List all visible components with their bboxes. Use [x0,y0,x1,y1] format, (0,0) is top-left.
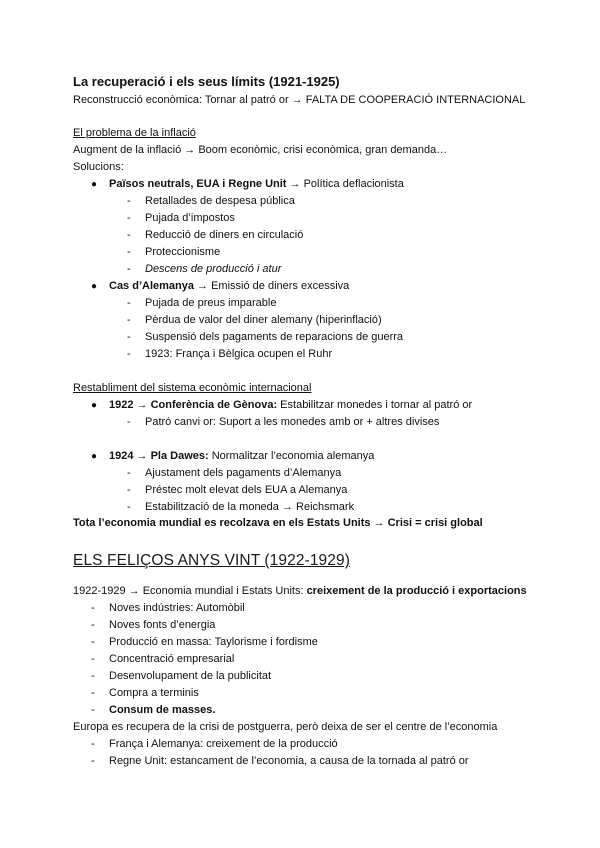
list-item: Compra a terminis [109,687,199,699]
list-item-italic: Descens de producció i atur [145,263,282,275]
germany-rest: → Emissió de diners excessiva [193,280,350,292]
dash-icon: - [127,195,131,207]
genoa-bold: 1922 → Conferència de Gènova: [109,399,278,411]
intro-plain: 1922-1929 → Economia mundial i Estats Units: [73,585,307,597]
list-item: Proteccionisme [145,246,221,258]
section-title: La recuperació i els seus límits (1921-1925) [73,74,340,89]
dash-icon: - [91,670,95,682]
list-item: Patró canvi or: Suport a les monedes amb or + altres divises [145,416,440,428]
solutions-label: Solucions: [73,161,124,173]
neutral-bold: Països neutrals, EUA i Regne Unit [109,178,287,190]
list-item-neutral [109,177,404,192]
dash-icon: - [127,467,131,479]
neutral-rest: → Política deflacionista [286,178,404,190]
list-item-germany [109,279,349,294]
list-item-dawes [109,449,374,464]
dash-icon: - [91,602,95,614]
list-item: Regne Unit: estancament de l’economia, a causa de la tornada al patró or [109,755,469,767]
bullet-icon: ● [91,400,98,411]
list-item-bold: Consum de masses. [109,704,216,716]
dash-icon: - [127,297,131,309]
inflation-heading: El problema de la inflació [73,127,196,139]
list-item: Pujada de preus imparable [145,297,277,309]
list-item: França i Alemanya: creixement de la producció [109,738,338,750]
bullet-icon: ● [91,281,98,292]
section-subtitle: Reconstrucció econòmica: Tornar al patró or → FALTA DE COOPERACIÓ INTERNACIONAL [73,94,526,106]
list-item: Estabilització de la moneda → Reichsmark [145,501,355,513]
list-item: Retallades de despesa pública [145,195,295,207]
dash-icon: - [127,229,131,241]
list-item: Pèrdua de valor del diner alemany (hiperinflació) [145,314,382,326]
europe-text: Europa es recupera de la crisi de postguerra, però deixa de ser el centre de l’economia [73,721,498,733]
list-item: Reducció de diners en circulació [145,229,304,241]
dash-icon: - [91,738,95,750]
list-item-genoa [109,398,472,413]
list-item: Ajustament dels pagaments d’Alemanya [145,467,342,479]
inflation-intro: Augment de la inflació → Boom econòmic, crisi econòmica, gran demanda… [73,144,448,156]
list-item: Noves fonts d’energia [109,619,216,631]
dash-icon: - [127,263,131,275]
list-item: 1923: França i Bèlgica ocupen el Ruhr [145,348,333,360]
dash-icon: - [127,212,131,224]
dash-icon: - [91,704,95,716]
list-item: Préstec molt elevat dels EUA a Alemanya [145,484,348,496]
dash-icon: - [127,484,131,496]
dash-icon: - [127,314,131,326]
list-item: Concentració empresarial [109,653,235,665]
bullet-icon: ● [91,451,98,462]
germany-bold: Cas d’Alemanya [109,280,194,292]
genoa-rest: Estabilitzar monedes i tornar al patró or [277,399,473,411]
section2-intro [73,584,527,599]
intro-bold: creixement de la producció i exportacions [306,585,527,597]
dawes-rest: Normalitzar l’economia alemanya [208,450,375,462]
dash-icon: - [127,501,131,513]
list-item: Noves indústries: Automòbil [109,602,245,614]
dash-icon: - [127,416,131,428]
dash-icon: - [91,653,95,665]
dash-icon: - [127,348,131,360]
list-item: Desenvolupament de la publicitat [109,670,272,682]
dash-icon: - [91,755,95,767]
conclusion-text: Tota l’economia mundial es recolzava en els Estats Units → Crisi = crisi global [73,517,483,529]
restoration-heading: Restabliment del sistema econòmic internacional [73,382,312,394]
section-title-2: ELS FELIÇOS ANYS VINT (1922-1929) [73,552,350,569]
dash-icon: - [91,687,95,699]
dash-icon: - [91,636,95,648]
list-item: Pujada d’impostos [145,212,235,224]
dawes-bold: 1924 → Pla Dawes: [109,450,209,462]
dash-icon: - [91,619,95,631]
dash-icon: - [127,246,131,258]
bullet-icon: ● [91,179,98,190]
list-item: Suspensió dels pagaments de reparacions de guerra [145,331,404,343]
list-item: Producció en massa: Taylorisme i fordisme [109,636,318,648]
dash-icon: - [127,331,131,343]
